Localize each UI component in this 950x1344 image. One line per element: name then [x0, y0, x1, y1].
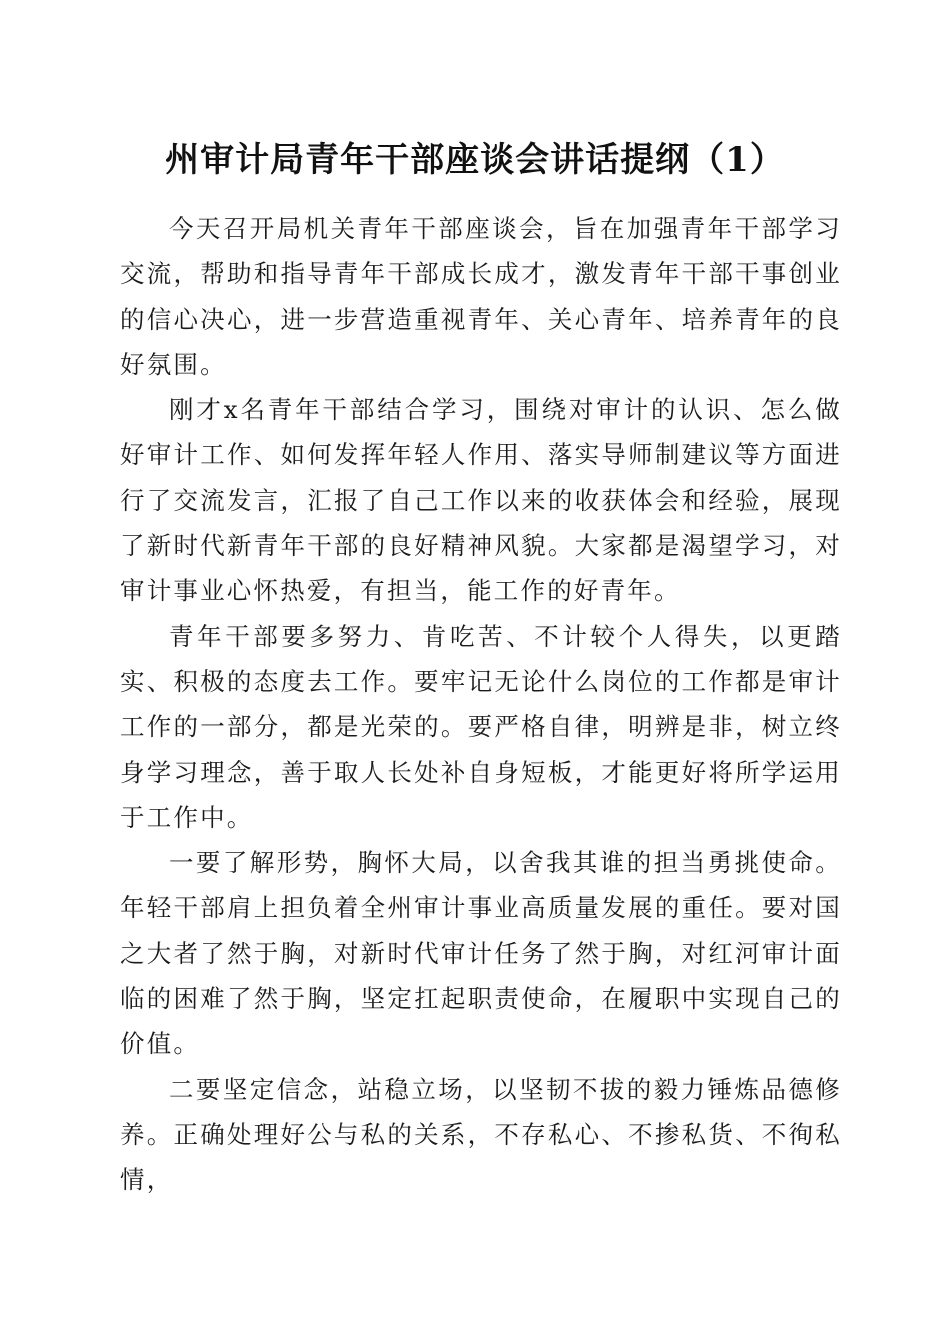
document-title: 州审计局青年干部座谈会讲话提纲（1）	[165, 140, 785, 180]
document-body	[120, 206, 842, 1203]
paragraph-5: 二要坚定信念，站稳立场，以坚韧不拔的毅力锤炼品德修养。正确处理好公与私的关系，不存私心、不掺私货、不徇私情，	[120, 1074, 842, 1195]
paragraph-2: 刚才x名青年干部结合学习，围绕对审计的认识、怎么做好审计工作、如何发挥年轻人作用、落实导师制建议等方面进行了交流发言，汇报了自己工作以来的收获体会和经验，展现了新时代新青年干部的良好精神风貌。大家都是渴望学习，对审计事业心怀热爱，有担当，能工作的好青年。	[120, 395, 842, 606]
paragraph-3: 青年干部要多努力、肯吃苦、不计较个人得失，以更踏实、积极的态度去工作。要牢记无论什么岗位的工作都是审计工作的一部分，都是光荣的。要严格自律，明辨是非，树立终身学习理念，善于取人长处补自身短板，才能更好将所学运用于工作中。	[120, 621, 842, 832]
paragraph-4: 一要了解形势，胸怀大局，以舍我其谁的担当勇挑使命。年轻干部肩上担负着全州审计事业高质量发展的重任。要对国之大者了然于胸，对新时代审计任务了然于胸，对红河审计面临的困难了然于胸，坚定扛起职责使命，在履职中实现自己的价值。	[120, 848, 842, 1059]
paragraph-1: 今天召开局机关青年干部座谈会，旨在加强青年干部学习交流，帮助和指导青年干部成长成才，激发青年干部干事创业的信心决心，进一步营造重视青年、关心青年、培养青年的良好氛围。	[120, 214, 842, 379]
